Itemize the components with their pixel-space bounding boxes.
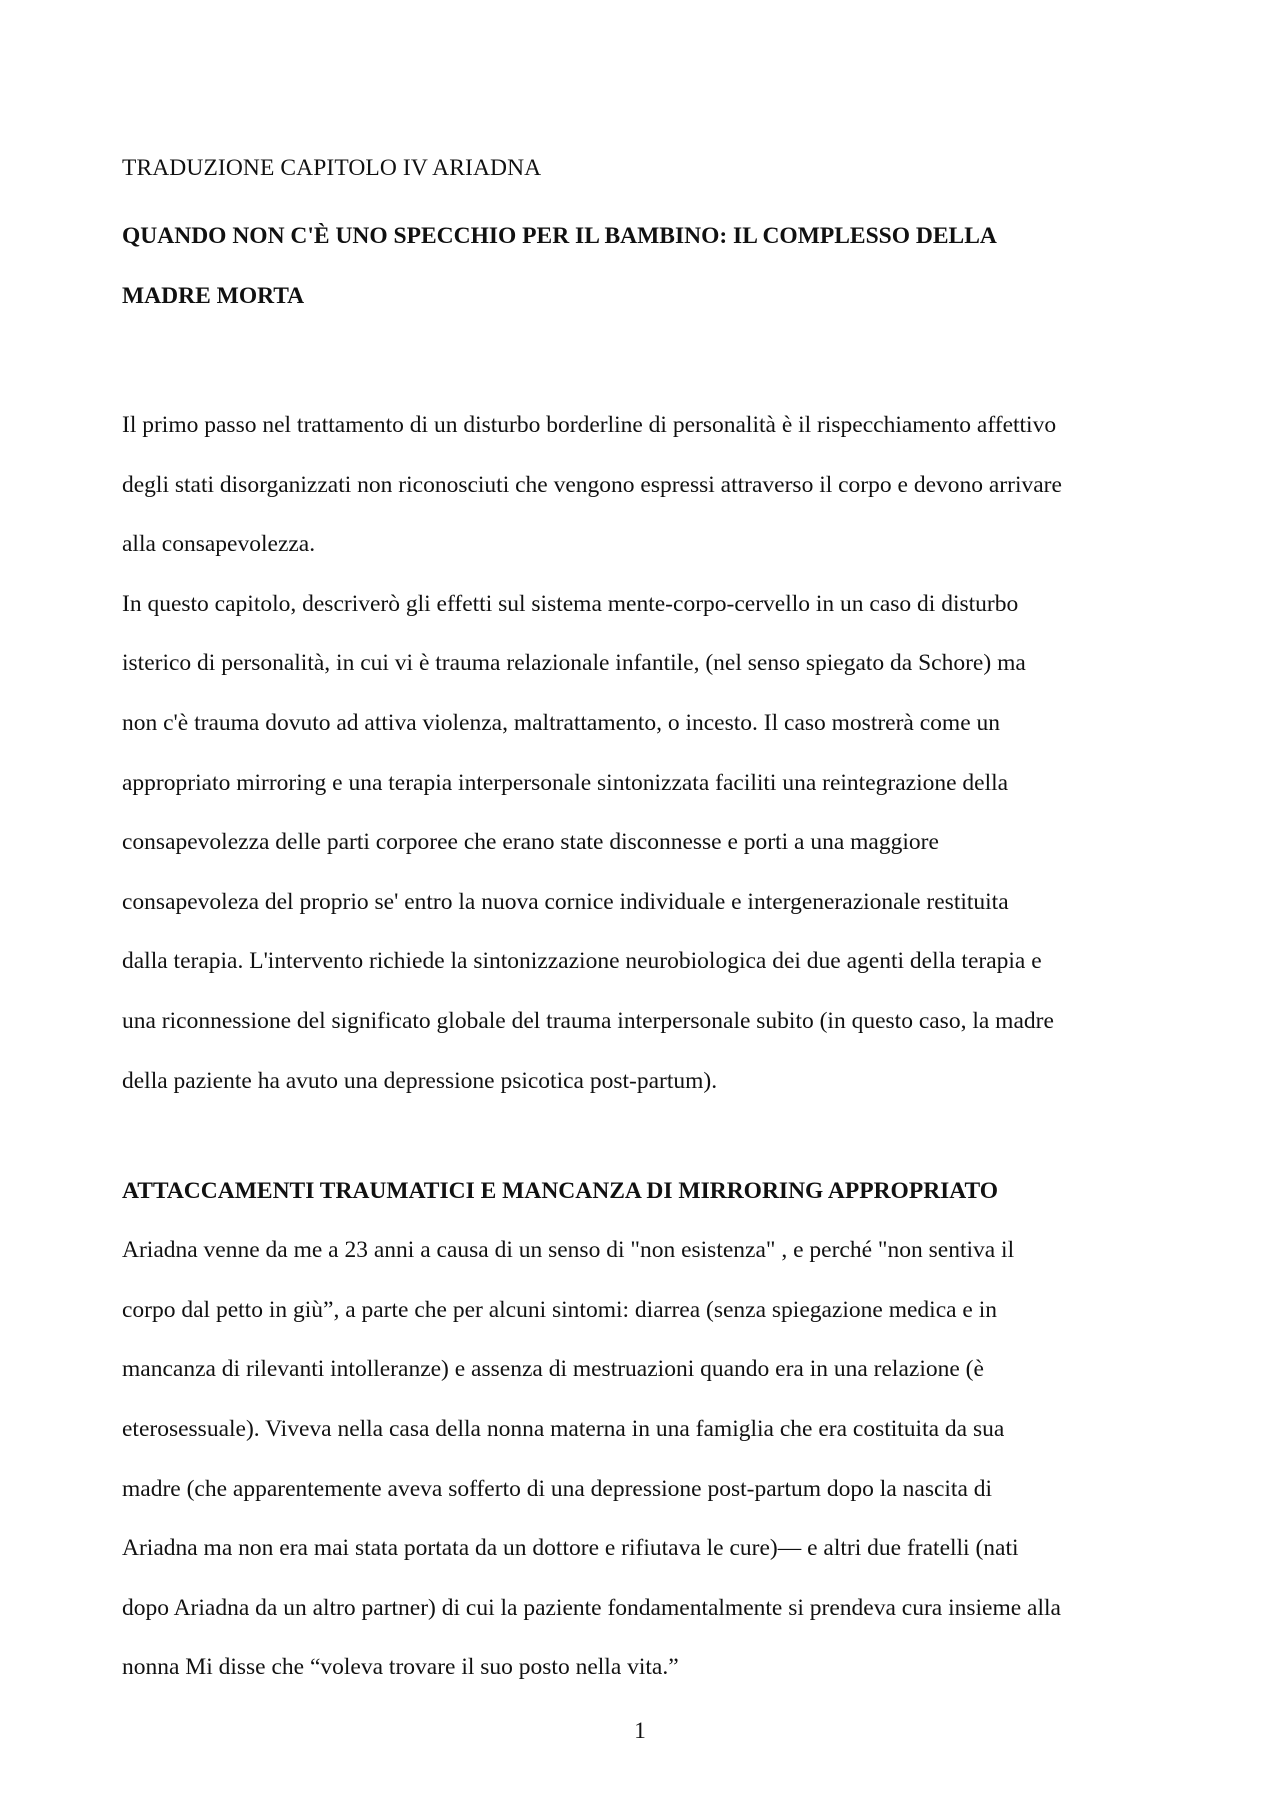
paragraph-chapter-overview: [122, 575, 1170, 1111]
text-line: In questo capitolo, descriverò gli effetti sul sistema mente-corpo-cervello in un caso di disturbo: [122, 590, 1019, 617]
text-line: nonna Mi disse che “voleva trovare il suo posto nella vita.”: [122, 1654, 679, 1681]
paragraph-intro: [122, 396, 1170, 575]
paragraph-case-description: [122, 1221, 1170, 1698]
page-number: 1: [634, 1718, 646, 1744]
text-line: isterico di personalità, in cui vi è trauma relazionale infantile, (nel senso spiegato da Schore) ma: [122, 650, 1026, 677]
chapter-title: [122, 207, 1170, 326]
document-body: [122, 150, 1170, 1698]
document-label: TRADUZIONE CAPITOLO IV ARIADNA: [122, 155, 542, 181]
text-line: corpo dal petto in giù”, a parte che per alcuni sintomi: diarrea (senza spiegazione medica e in: [122, 1296, 998, 1323]
text-line: non c'è trauma dovuto ad attiva violenza, maltrattamento, o incesto. Il caso mostrerà come un: [122, 709, 1001, 736]
text-line: eterosessuale). Viveva nella casa della nonna materna in una famiglia che era costituita da sua: [122, 1415, 1005, 1442]
text-line: consapevolezza delle parti corporee che erano state disconnesse e porti a una maggiore: [122, 829, 939, 856]
text-line: della paziente ha avuto una depressione psicotica post-partum).: [122, 1067, 718, 1094]
text-line: degli stati disorganizzati non riconosciuti che vengono espressi attraverso il corpo e devono arrivare: [122, 471, 1062, 498]
spacer: [122, 326, 1170, 396]
text-line: alla consapevolezza.: [122, 531, 316, 558]
text-line: madre (che apparentemente aveva sofferto di una depressione post-partum dopo la nascita di: [122, 1475, 993, 1502]
text-line: una riconnessione del significato globale del trauma interpersonale subito (in questo caso, la madre: [122, 1007, 1054, 1034]
text-line: Ariadna ma non era mai stata portata da un dottore e rifiutava le cure)— e altri due fratelli (nati: [122, 1535, 1019, 1562]
text-line: dalla terapia. L'intervento richiede la sintonizzazione neurobiologica dei due agenti della terapia e: [122, 948, 1042, 975]
text-line: appropriato mirroring e una terapia interpersonale sintonizzata faciliti una reintegrazione della: [122, 769, 1009, 796]
section-heading: ATTACCAMENTI TRAUMATICI E MANCANZA DI MIRRORING APPROPRIATO: [122, 1178, 999, 1205]
chapter-title-line: QUANDO NON C'È UNO SPECCHIO PER IL BAMBINO: IL COMPLESSO DELLA: [122, 223, 997, 249]
text-line: dopo Ariadna da un altro partner) di cui la paziente fondamentalmente si prendeva cura insieme alla: [122, 1594, 1061, 1621]
text-line: Ariadna venne da me a 23 anni a causa di un senso di "non esistenza" , e perché "non sentiva il: [122, 1237, 1015, 1264]
text-line: Il primo passo nel trattamento di un disturbo borderline di personalità è il rispecchiamento affettivo: [122, 412, 1057, 438]
chapter-title-line: MADRE MORTA: [122, 282, 305, 309]
text-line: mancanza di rilevanti intolleranze) e assenza di mestruazioni quando era in una relazione (è: [122, 1356, 984, 1383]
spacer: [122, 1111, 1170, 1173]
text-line: consapevoleza del proprio se' entro la nuova cornice individuale e intergenerazionale restituita: [122, 888, 1009, 915]
